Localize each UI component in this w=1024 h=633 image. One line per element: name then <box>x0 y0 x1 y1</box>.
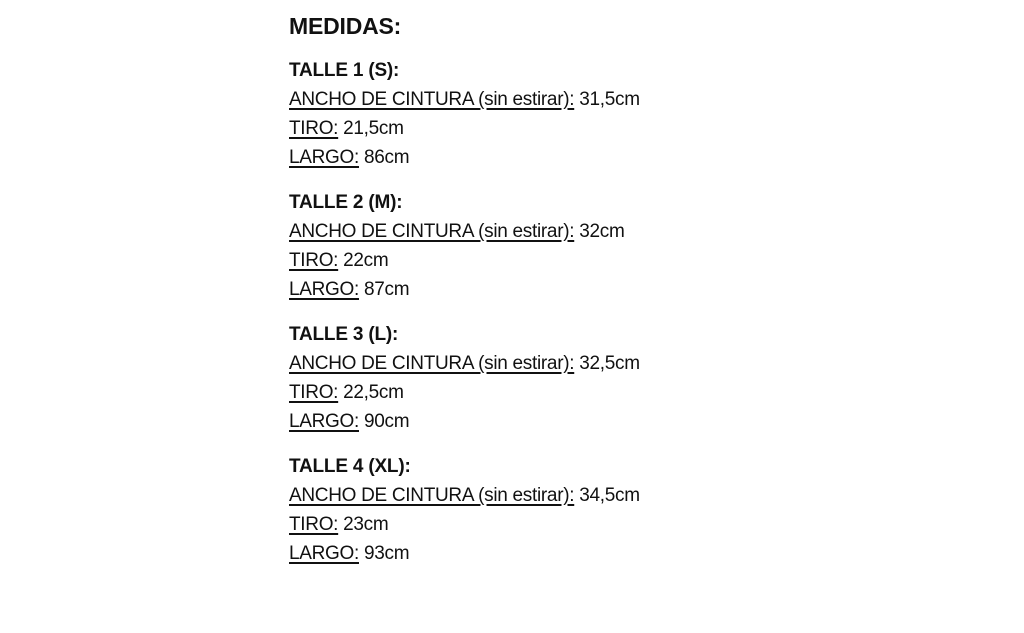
measurement-label: LARGO: <box>289 279 359 300</box>
measurement-value: 31,5cm <box>574 89 640 110</box>
page-title: MEDIDAS: <box>289 13 402 39</box>
measurement-label: TIRO: <box>289 382 339 403</box>
measurement-row-rise <box>289 510 640 539</box>
measurement-row-length <box>289 539 640 568</box>
measurement-value: 21,5cm <box>338 118 404 139</box>
measurement-value: 32cm <box>574 221 625 242</box>
measurement-value: 90cm <box>359 411 410 432</box>
size-block-m <box>289 188 640 304</box>
measurement-value: 22,5cm <box>338 382 404 403</box>
measurement-label: TIRO: <box>289 250 339 271</box>
measurement-label: ANCHO DE CINTURA (sin estirar): <box>289 485 575 506</box>
measurement-value: 32,5cm <box>574 353 640 374</box>
measurement-row-length <box>289 407 640 436</box>
size-heading: TALLE 4 (XL): <box>289 456 411 477</box>
size-block-xl <box>289 452 640 568</box>
measurement-value: 87cm <box>359 279 410 300</box>
measurement-label: ANCHO DE CINTURA (sin estirar): <box>289 89 575 110</box>
measurement-label: TIRO: <box>289 514 339 535</box>
measurement-label: TIRO: <box>289 118 339 139</box>
measurement-row-waist <box>289 85 640 114</box>
measurement-label: LARGO: <box>289 147 359 168</box>
measurement-row-rise <box>289 114 640 143</box>
measurement-label: ANCHO DE CINTURA (sin estirar): <box>289 221 575 242</box>
size-heading: TALLE 3 (L): <box>289 324 399 345</box>
measurement-row-rise <box>289 378 640 407</box>
measurement-row-rise <box>289 246 640 275</box>
measurement-value: 22cm <box>338 250 389 271</box>
measurement-label: LARGO: <box>289 411 359 432</box>
size-block-l <box>289 320 640 436</box>
measurement-row-waist <box>289 481 640 510</box>
size-heading: TALLE 2 (M): <box>289 192 403 213</box>
measurement-value: 34,5cm <box>574 485 640 506</box>
measurement-row-length <box>289 143 640 172</box>
measurement-label: LARGO: <box>289 543 359 564</box>
measurement-row-waist <box>289 217 640 246</box>
measurement-row-waist <box>289 349 640 378</box>
size-heading: TALLE 1 (S): <box>289 60 400 81</box>
measurement-value: 93cm <box>359 543 410 564</box>
measurement-label: ANCHO DE CINTURA (sin estirar): <box>289 353 575 374</box>
measurements-document <box>289 10 640 584</box>
measurement-value: 23cm <box>338 514 389 535</box>
size-block-s <box>289 56 640 172</box>
measurement-value: 86cm <box>359 147 410 168</box>
measurement-row-length <box>289 275 640 304</box>
